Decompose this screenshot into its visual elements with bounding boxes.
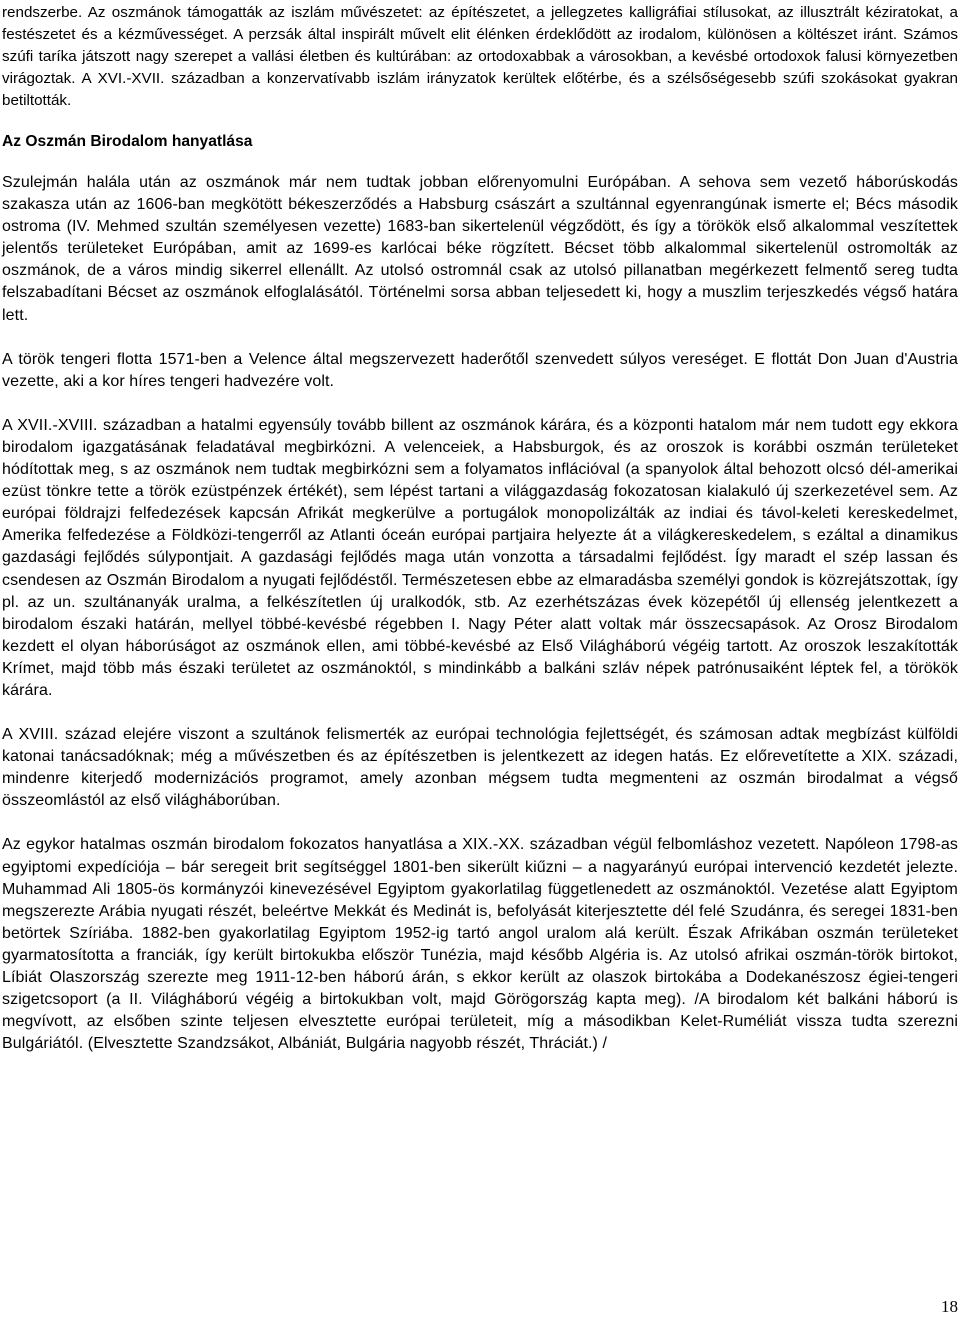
page-number: 18 bbox=[941, 1297, 958, 1316]
paragraph-decline: A XVII.-XVIII. században a hatalmi egyensúly tovább billent az oszmánok kárára, és a központi hatalom már nem tudott egy ekkora birodalom igazgatásának feladatával megbirkózni. A velenceiek, a Habsburgok, és az oroszok is korábbi oszmán területeket hódítottak meg, s az oszmánok nem tudtak megbirkózni sem a folyamatos inflációval (a spanyolok által behozott olcsó dél-amerikai ezüst tönkre tette a török ezüstpénzek értékét), sem lépést tartani a világgazdaság fokozatosan kialakuló új szerkezetével sem. Az európai földrajzi felfedezések kapcsán Afrikát megkerülve a portugálok monopolizálták az indiai és távol-keleti kereskedelmet, Amerika felfedezése a Földközi-tengerről az Atlanti óceán európai partjaira helyezte át a világkereskedelem, s ezáltal a dinamikus gazdasági fejlődés súlypontjait. A gazdasági fejlődés maga után vonzotta a társadalmi fejlődést. Így maradt el szép lassan és csendesen az Oszmán Birodalom a nyugati fejlődéstől. Természetesen ebbe az elmaradásba személyi gondok is közrejátszottak, így pl. az un. szultánanyák uralma, a felkészítetlen új uralkodók, stb. Az ezerhétszázas évek közepétől új ellenség jelentkezett a birodalom északi határán, mellyel többé-kevésbé régebben I. Nagy Péter alatt voltak már összecsapások. Az Orosz Birodalom kezdett el olyan háborúságot az oszmánok ellen, ami többé-kevésbé az Első Világháború végéig tartott. Az oroszok leszakították Krímet, majd több más északi területet az oszmánoktól, s mindinkább a balkáni szláv népek patrónusaiként léptek fel, a törökök kárára. bbox=[2, 416, 958, 699]
paragraph-fleet: A török tengeri flotta 1571-ben a Velence által megszervezett haderőtől szenvedett súlyos vereséget. E flottát Don Juan d'Austria vezette, aki a kor híres tengeri hadvezére volt. bbox=[2, 350, 958, 390]
paragraph-dissolution: Az egykor hatalmas oszmán birodalom fokozatos hanyatlása a XIX.-XX. században végül felbomláshoz vezetett. Napóleon 1798-as egyiptomi expedíciója – bár seregeit brit segítséggel 1801-ben sikerült kiűzni – a nagyarányú európai intervenció kezdetét jelezte. Muhammad Ali 1805-ös kormányzói kinevezésével Egyiptom gyakorlatilag függetlenedett az oszmánoktól. Vezetése alatt Egyiptom megszerezte Arábia nyugati részét, beleértve Mekkát és Medinát is, befolyását kiterjesztette dél felé Szudánra, és seregei 1831-ben betörtek Szíriába. 1882-ben gyakorlatilag Egyiptom 1952-ig tartó angol uralom alá került. Észak Afrikában oszmán területeket gyarmatosította a franciák, így került birtokukba először Tunézia, majd később Algéria is. Az utolsó afrikai oszmán-török birtokot, Líbiát Olaszország szerezte meg 1911-12-ben háború árán, s ekkor került az olaszok birtokába a Dodekanészosz égiei-tengeri szigetcsoport (a II. Világháború végéig a birtokukban volt, majd Görögország kapta meg). /A birodalom két balkáni háború is megvívott, az elsőben szinte teljesen elvesztette európai területeit, míg a másodikban Kelet-Ruméliát vissza tudta szerezni Bulgáriától. (Elvesztette Szandzsákot, Albániát, Bulgária nagyobb részét, Thráciát.) / bbox=[2, 836, 958, 1053]
section-heading: Az Oszmán Birodalom hanyatlása bbox=[2, 133, 253, 150]
paragraph-modernization: A XVIII. század elejére viszont a szultánok felismerték az európai technológia fejlettségét, és számosan adtak megbízást külföldi katonai tanácsadóknak; még a művészetben és az építészetben is jelentkezett az idegen hatás. Ez előrevetítette a XIX. századi, mindenre kiterjedő modernizációs programot, amely azonban mégsem tudta megmenteni az oszmán birodalmat a végső összeomlástól az első világháborúban. bbox=[2, 726, 958, 810]
intro-paragraph: rendszerbe. Az oszmánok támogatták az iszlám művészetet: az építészetet, a jellegzetes kalligráfiai stílusokat, az illusztrált kéziratokat, a festészetet és a kézművességet. A perzsák által inspirált művelt elit élénken érdeklődött az irodalom, különösen a költészet iránt. Számos szúfi taríka játszott nagy szerepet a vallási életben és kultúrában: az ortodoxabbak a városokban, a kevésbé ortodoxok falusi környezetben virágoztak. A XVI.-XVII. században a konzervatívabb iszlám irányzatok kerültek előtérbe, és a szélsőségesebb szúfi szokásokat gyakran betiltották. bbox=[2, 4, 958, 109]
document-body bbox=[2, 2, 958, 1055]
paragraph-vienna: Szulejmán halála után az oszmánok már nem tudtak jobban előrenyomulni Európában. A sehova sem vezető háborúskodás szakasza után az 1606-ban megkötött békeszerződés a Habsburg császárt a szultánnal egyenrangúnak ismerte el; Bécs második ostroma (IV. Mehmed szultán személyesen vezette) 1683-ban sikertelenül végződött, és így a törökök első alkalommal veszítettek jelentős területeket Európában, amit az 1699-es karlócai béke rögzített. Bécset több alkalommal sikertelenül ostromolták az oszmánok, de a város mindig sikerrel ellenállt. Az utolsó ostromnál csak az utolsó pillanatban megérkezett felmentő sereg tudta felszabadítani Bécset az oszmánok elfoglalásától. Történelmi sorsa abban teljesedett ki, hogy a muszlim terjeszkedés végső határa lett. bbox=[2, 174, 958, 324]
